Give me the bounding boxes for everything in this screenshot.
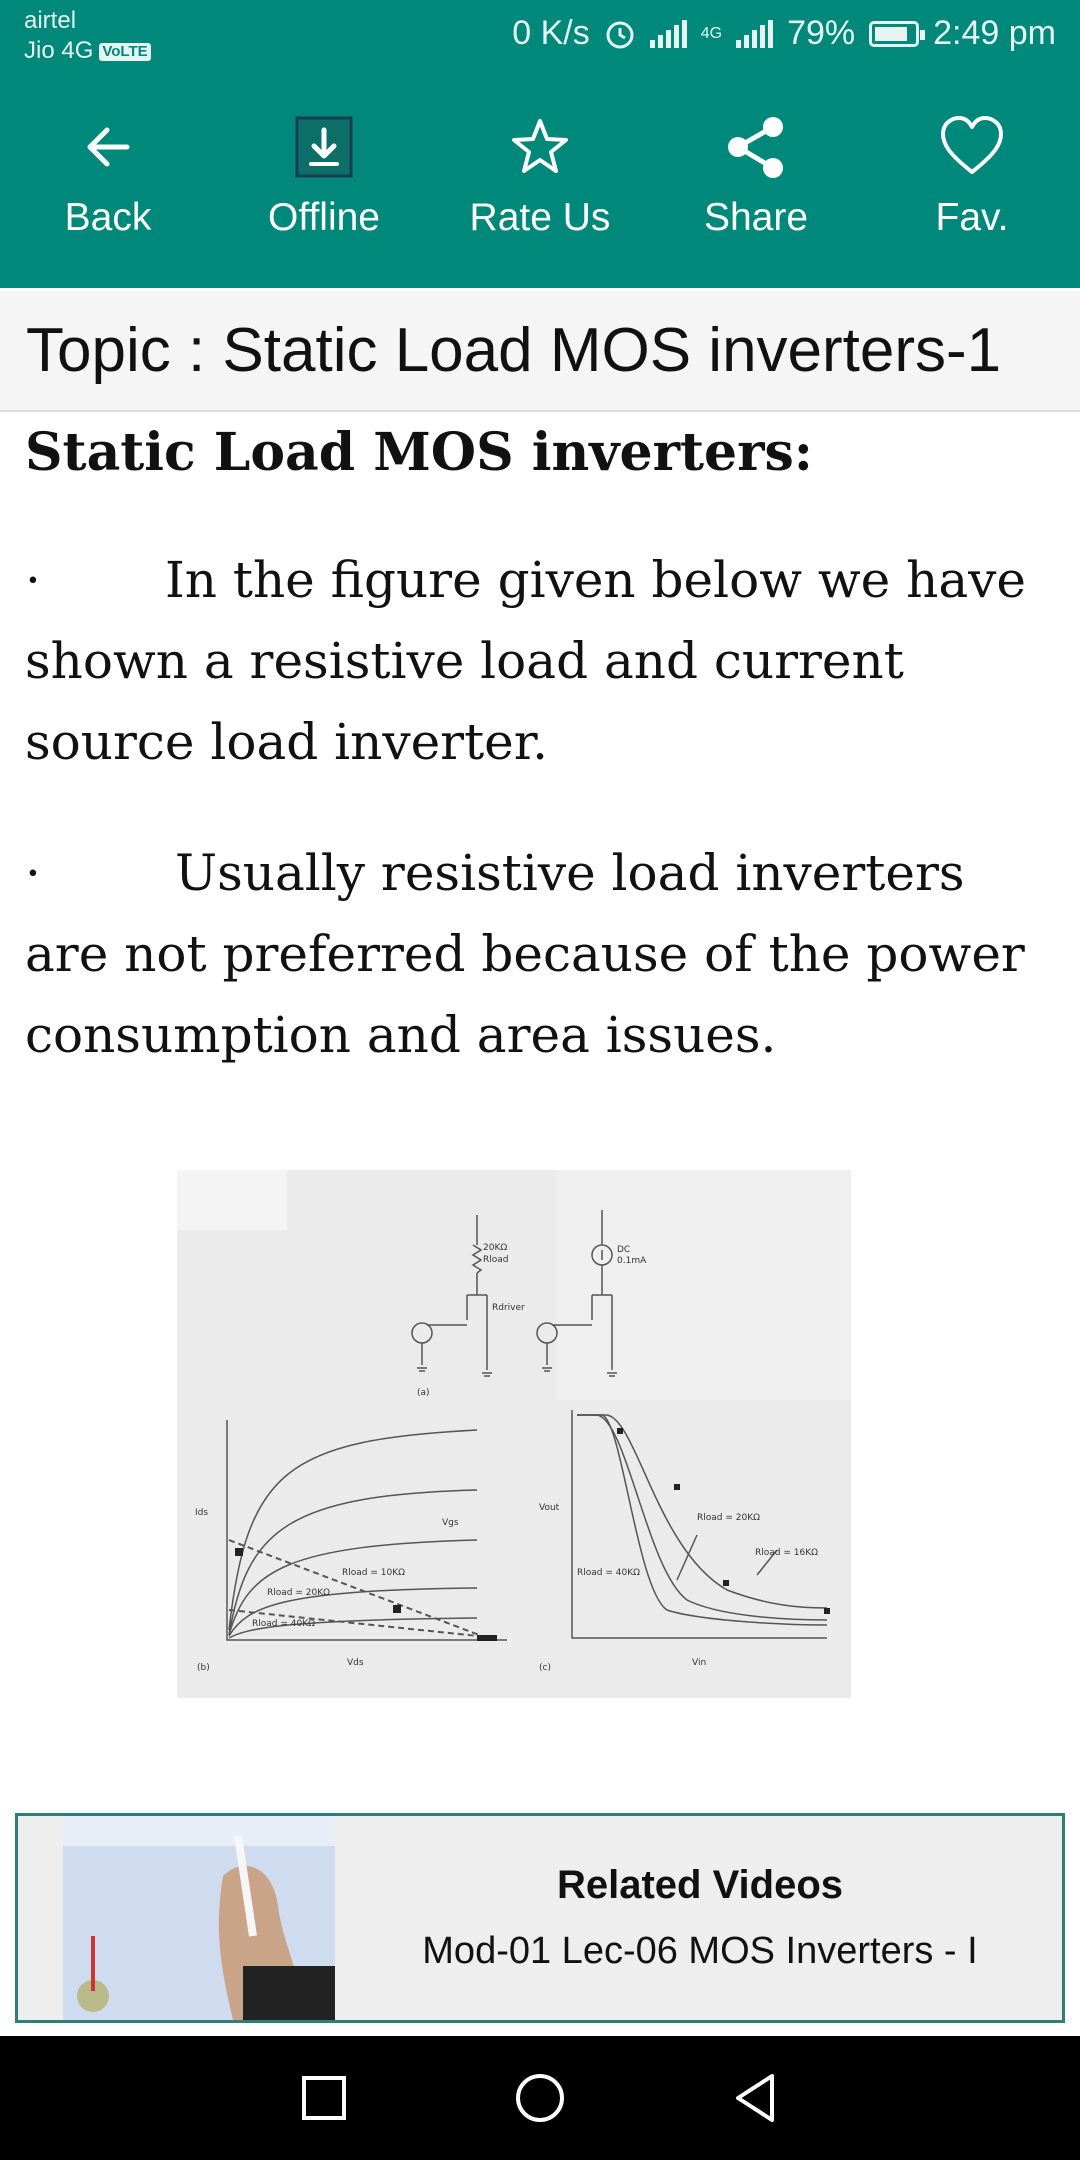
fig-dc-val: 0.1mA xyxy=(617,1256,647,1266)
fig-rload-40k-c: Rload = 40KΩ xyxy=(577,1568,640,1578)
square-icon[interactable] xyxy=(296,2070,352,2126)
fig-rload-20k-c: Rload = 20KΩ xyxy=(697,1513,760,1523)
battery-icon xyxy=(869,21,919,47)
battery-percent: 79% xyxy=(787,14,856,52)
network-type: 4G xyxy=(700,24,723,42)
paragraph-2-text: Usually resistive load inverters are not preferred because of the power consumption and area issues. xyxy=(25,844,1025,1064)
video-thumbnail[interactable] xyxy=(63,1816,335,2020)
fig-r-driver: Rdriver xyxy=(492,1303,525,1313)
circle-icon[interactable] xyxy=(512,2070,568,2126)
offline-label: Offline xyxy=(267,196,380,239)
article-content xyxy=(25,418,1055,1076)
share-button[interactable] xyxy=(648,72,864,288)
back-label: Back xyxy=(64,196,152,239)
system-nav-bar xyxy=(0,2036,1080,2160)
inverter-figure xyxy=(177,1170,851,1698)
offline-button[interactable] xyxy=(216,72,432,288)
alarm-icon xyxy=(604,18,636,50)
inverter-figure-drawing xyxy=(177,1170,851,1698)
signal-icon-2 xyxy=(736,20,773,48)
signal-icon xyxy=(650,20,687,48)
status-bar xyxy=(0,0,1080,72)
article-heading: Static Load MOS inverters: xyxy=(25,422,813,483)
fig-rload-16k-c: Rload = 16KΩ xyxy=(755,1548,818,1558)
fig-dc: DC xyxy=(617,1245,631,1255)
fig-vin: Vin xyxy=(692,1658,707,1668)
related-videos-title: Related Videos xyxy=(556,1863,844,1907)
rate-us-button[interactable] xyxy=(432,72,648,288)
fig-vgs: Vgs xyxy=(442,1518,459,1528)
heart-icon xyxy=(939,114,1005,180)
paragraph-1-text: In the figure given below we have shown a resistive load and current source load inverter. xyxy=(25,551,1027,771)
triangle-back-icon[interactable] xyxy=(728,2070,784,2126)
related-video-name: Mod-01 Lec-06 MOS Inverters - I xyxy=(422,1930,978,1972)
fig-label-a: (a) xyxy=(417,1388,430,1398)
related-videos-card[interactable] xyxy=(15,1813,1065,2023)
network-speed: 0 K/s xyxy=(512,14,590,52)
paragraph-1 xyxy=(25,540,1055,783)
fig-rload-40k: Rload = 40KΩ xyxy=(252,1619,315,1629)
rate-us-label: Rate Us xyxy=(469,196,611,239)
share-icon xyxy=(723,114,789,180)
fav-button[interactable] xyxy=(864,72,1080,288)
video-thumbnail-image xyxy=(63,1816,335,2020)
fig-label-b: (b) xyxy=(197,1663,210,1673)
fig-vds: Vds xyxy=(347,1658,364,1668)
status-indicators xyxy=(512,14,1056,53)
topic-title: Topic : Static Load MOS inverters-1 xyxy=(26,316,1002,385)
fig-rload-20k: Rload = 20KΩ xyxy=(267,1588,330,1598)
fig-vout: Vout xyxy=(539,1503,560,1513)
fig-label-c: (c) xyxy=(539,1663,551,1673)
clock: 2:49 pm xyxy=(933,14,1056,52)
carrier-info xyxy=(24,6,151,66)
volte-badge: VoLTE xyxy=(99,43,150,61)
paragraph-2 xyxy=(25,833,1055,1076)
bullet-2: · xyxy=(25,844,41,902)
fig-rload-10k: Rload = 10KΩ xyxy=(342,1568,405,1578)
carrier-secondary xyxy=(24,36,151,66)
fig-r-load: Rload xyxy=(483,1255,509,1265)
action-toolbar xyxy=(0,72,1080,288)
arrow-left-icon xyxy=(75,114,141,180)
download-icon xyxy=(291,114,357,180)
back-button[interactable] xyxy=(0,72,216,288)
carrier-primary: airtel xyxy=(24,7,77,34)
related-videos-text xyxy=(338,1816,1062,2020)
fig-r-top: 20KΩ xyxy=(483,1243,508,1253)
bullet-1: · xyxy=(25,551,41,609)
carrier-secondary-label: Jio 4G xyxy=(24,37,94,64)
star-icon xyxy=(507,114,573,180)
share-label: Share xyxy=(703,196,809,239)
fig-ids: Ids xyxy=(195,1508,209,1518)
topic-header xyxy=(0,288,1080,412)
fav-label: Fav. xyxy=(935,196,1009,239)
